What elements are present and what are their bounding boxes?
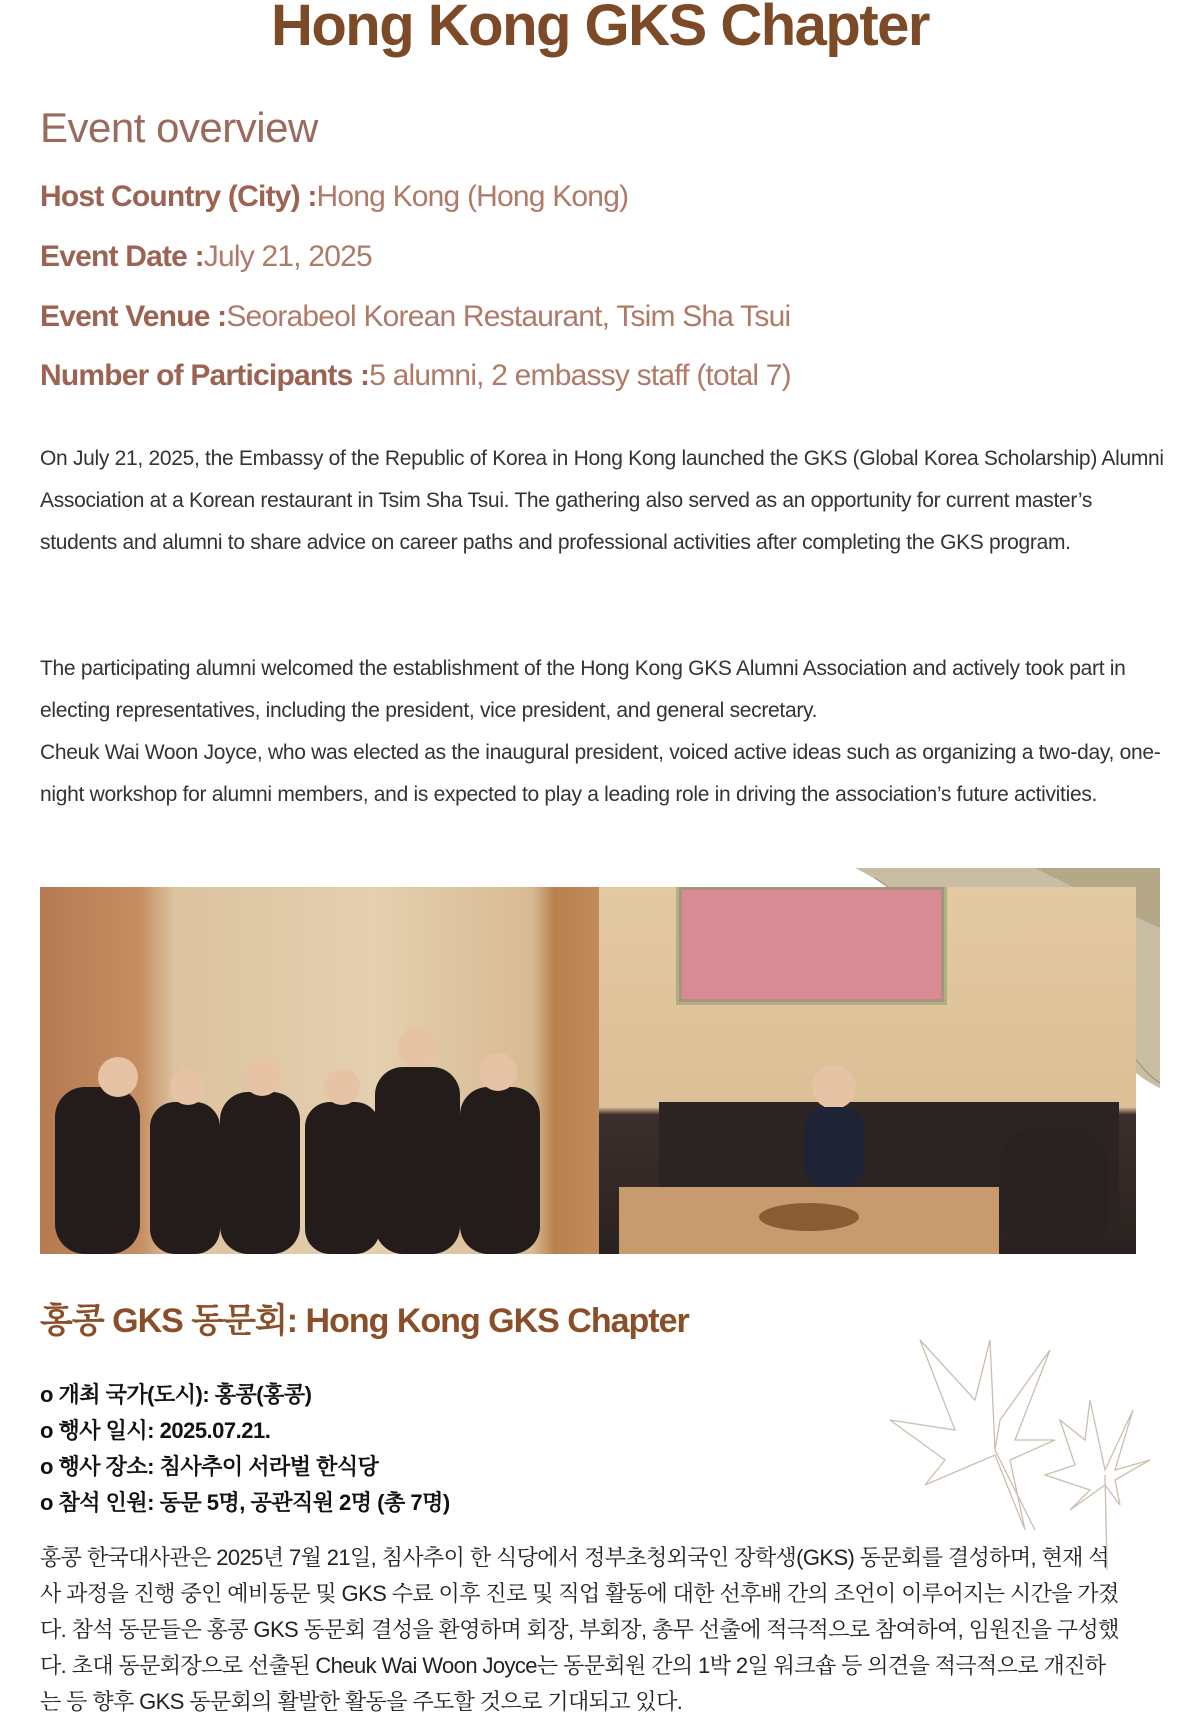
korean-bullet-venue: o 행사 장소: 침사추이 서라벌 한식당: [40, 1454, 379, 1479]
info-value: Seorabeol Korean Restaurant, Tsim Sha Tsui: [226, 300, 791, 333]
info-label: Event Date :: [40, 240, 204, 273]
photo-dinner-meeting: [599, 887, 1136, 1254]
info-value: 5 alumni, 2 embassy staff (total 7): [369, 359, 791, 392]
info-value: Hong Kong (Hong Kong): [316, 180, 629, 213]
page-title: Hong Kong GKS Chapter: [270, 0, 929, 58]
korean-bullet-date: o 행사 일시: 2025.07.21.: [40, 1418, 271, 1443]
info-row-event-date: [40, 240, 372, 274]
korean-bullet-host-country: o 개최 국가(도시): 홍콩(홍콩): [40, 1382, 312, 1407]
info-value: July 21, 2025: [203, 240, 372, 273]
korean-bullet-participants: o 참석 인원: 동문 5명, 공관직원 2명 (총 7명): [40, 1490, 450, 1515]
english-paragraph-1: On July 21, 2025, the Embassy of the Republic of Korea in Hong Kong launched the GKS (Global Korea Scholarship) Alumni Association at a Korean restaurant in Tsim Sha Tsui. The gathering also served as an opportunity for current master’s students and alumni to share advice on career paths and professional activities after completing the GKS program.: [40, 447, 1164, 554]
maple-leaves-icon: [885, 1320, 1165, 1570]
english-paragraph-2: The participating alumni welcomed the establishment of the Hong Kong GKS Alumni Association and actively took part in electing representatives, including the president, vice president, and general secretary.: [40, 657, 1126, 722]
info-label: Host Country (City) :: [40, 180, 317, 213]
english-paragraph-3: Cheuk Wai Woon Joyce, who was elected as the inaugural president, voiced active ideas such as organizing a two-day, one-night workshop for alumni members, and is expected to play a leading role in driving the association’s future activities.: [40, 741, 1161, 806]
info-row-participants: [40, 359, 791, 393]
info-label: Event Venue :: [40, 300, 227, 333]
korean-section-heading: 홍콩 GKS 동문회: Hong Kong GKS Chapter: [40, 1302, 689, 1340]
info-row-host-country: [40, 180, 628, 214]
photo-group-alumni: [40, 887, 599, 1254]
korean-paragraph: 홍콩 한국대사관은 2025년 7월 21일, 침사추이 한 식당에서 정부초청외국인 장학생(GKS) 동문회를 결성하며, 현재 석사 과정을 진행 중인 예비동문 및 GKS 수료 이후 진로 및 직업 활동에 대한 선후배 간의 조언이 이루어지는 시간을 가졌다. 참석 동문들은 홍콩 GKS 동문회 결성을 환영하며 회장, 부회장, 총무 선출에 적극적으로 참여하여, 임원진을 구성했다. 초대 동문회장으로 선출된 Cheuk Wai Woon Joyce는 동문회원 간의 1박 2일 워크숍 등 의견을 적극적으로 개진하는 등 향후 GKS 동문회의 활발한 활동을 주도할 것으로 기대되고 있다.: [40, 1545, 1119, 1714]
info-label: Number of Participants :: [40, 359, 370, 392]
info-row-event-venue: [40, 300, 790, 334]
section-heading-event-overview: Event overview: [40, 104, 318, 151]
